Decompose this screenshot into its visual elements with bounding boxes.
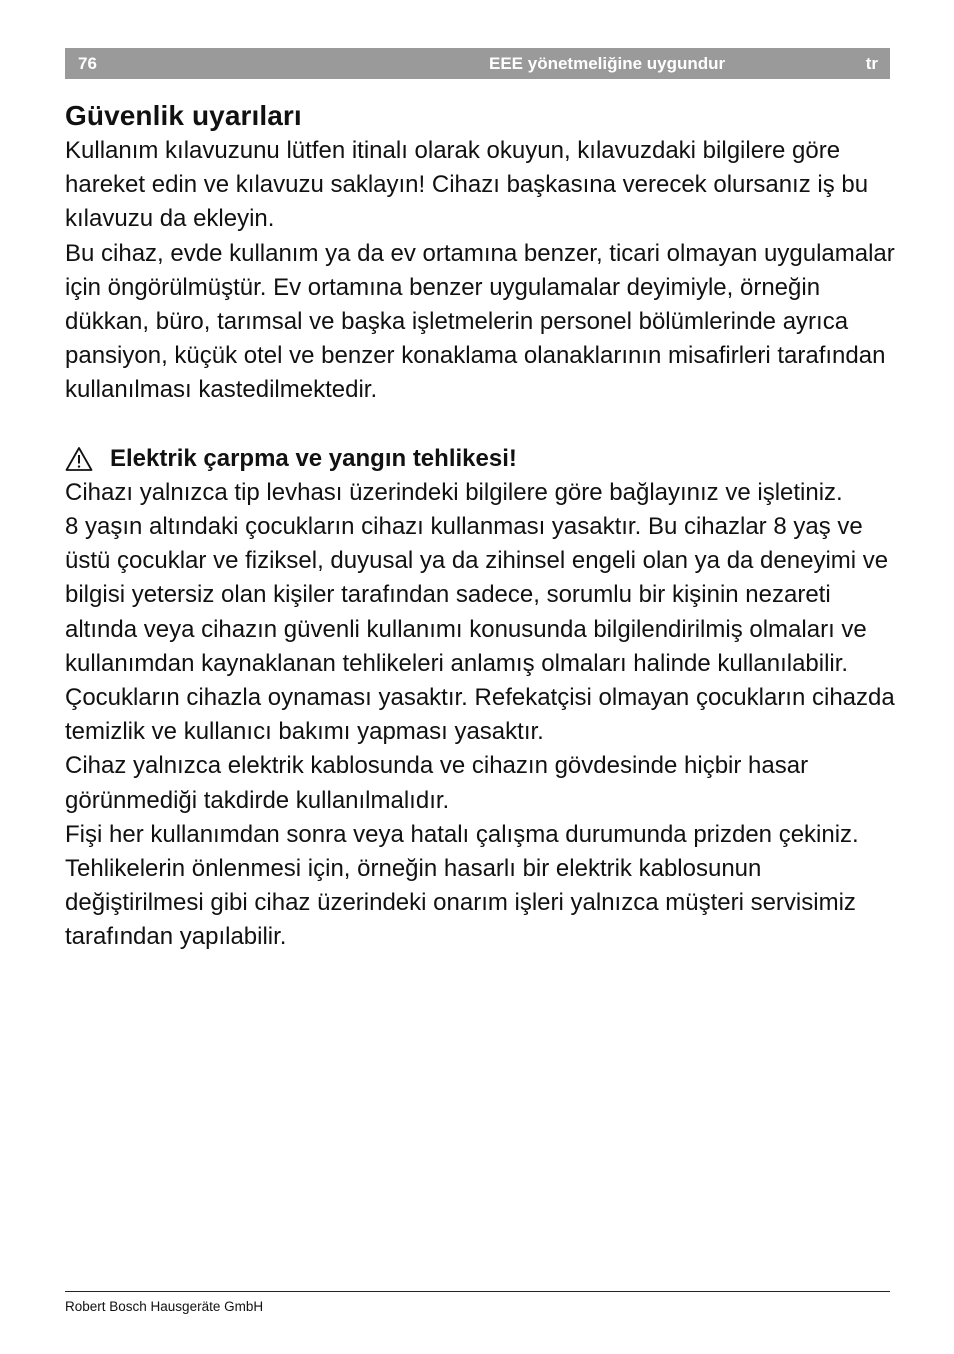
warning-paragraph: Cihazı yalnızca tip levhası üzerindeki bilgilere göre bağlayınız ve işletiniz. bbox=[65, 478, 843, 506]
footer-divider bbox=[65, 1291, 890, 1292]
warning-paragraph: Fişi her kullanımdan sonra veya hatalı çalışma durumunda prizden çekiniz. bbox=[65, 820, 859, 848]
main-content bbox=[65, 98, 900, 955]
page-number: 76 bbox=[78, 54, 97, 73]
warning-heading-text: Elektrik çarpma ve yangın tehlikesi! bbox=[110, 444, 517, 472]
header-title: EEE yönetmeliğine uygundur bbox=[489, 54, 726, 73]
language-code: tr bbox=[865, 54, 878, 73]
warning-paragraph: 8 yaşın altındaki çocukların cihazı kullanması yasaktır. Bu cihazlar 8 yaş ve üstü çocuklar ve fiziksel, duyusal ya da zihinsel engeli olan ya da deneyimi ve bilgisi yetersiz olan kişiler tarafından sadece, sorumlu bir kişinin nezareti altında veya cihazın güvenli kullanımı konusunda bilgilendirilmiş olmaları ve kullanımdan kaynaklanan tehlikeleri anlamış olmaları halinde kullanılabilir. Çocukların cihazla oynaması yasaktır. Refekatçisi olmayan çocukların cihazda temizlik ve kullanıcı bakımı yapması yasaktır. bbox=[65, 513, 895, 746]
intro-paragraph: Bu cihaz, evde kullanım ya da ev ortamına benzer, ticari olmayan uygulamalar için öngörülmüştür. Ev ortamına benzer uygulamalar deyimiyle, örneğin dükkan, büro, tarımsal ve başka işletmelerin personel bölümlerinde ayrıca pansiyon, küçük otel ve benzer konaklama olanaklarının misafirleri tarafından kullanılması kastedilmektedir. bbox=[65, 239, 895, 404]
intro-paragraph: Kullanım kılavuzunu lütfen itinalı olarak okuyun, kılavuzdaki bilgilere göre hareket edin ve kılavuzu saklayın! Cihazı başkasına verecek olursanız iş bu kılavuzu da ekleyin. bbox=[65, 137, 869, 233]
warning-triangle-icon bbox=[65, 446, 93, 472]
warning-heading bbox=[65, 442, 900, 476]
footer-company: Robert Bosch Hausgeräte GmbH bbox=[65, 1299, 264, 1314]
warning-paragraph: Tehlikelerin önlenmesi için, örneğin hasarlı bir elektrik kablosunun değiştirilmesi gibi cihaz üzerindeki onarım işleri yalnızca müşteri servisimiz tarafından yapılabilir. bbox=[65, 855, 856, 951]
warning-paragraph: Cihaz yalnızca elektrik kablosunda ve cihazın gövdesinde hiçbir hasar görünmediği takdirde kullanılmalıdır. bbox=[65, 752, 809, 814]
section-title: Güvenlik uyarıları bbox=[65, 100, 302, 131]
page-header-bar bbox=[65, 48, 890, 79]
paragraph-spacer bbox=[65, 408, 900, 442]
